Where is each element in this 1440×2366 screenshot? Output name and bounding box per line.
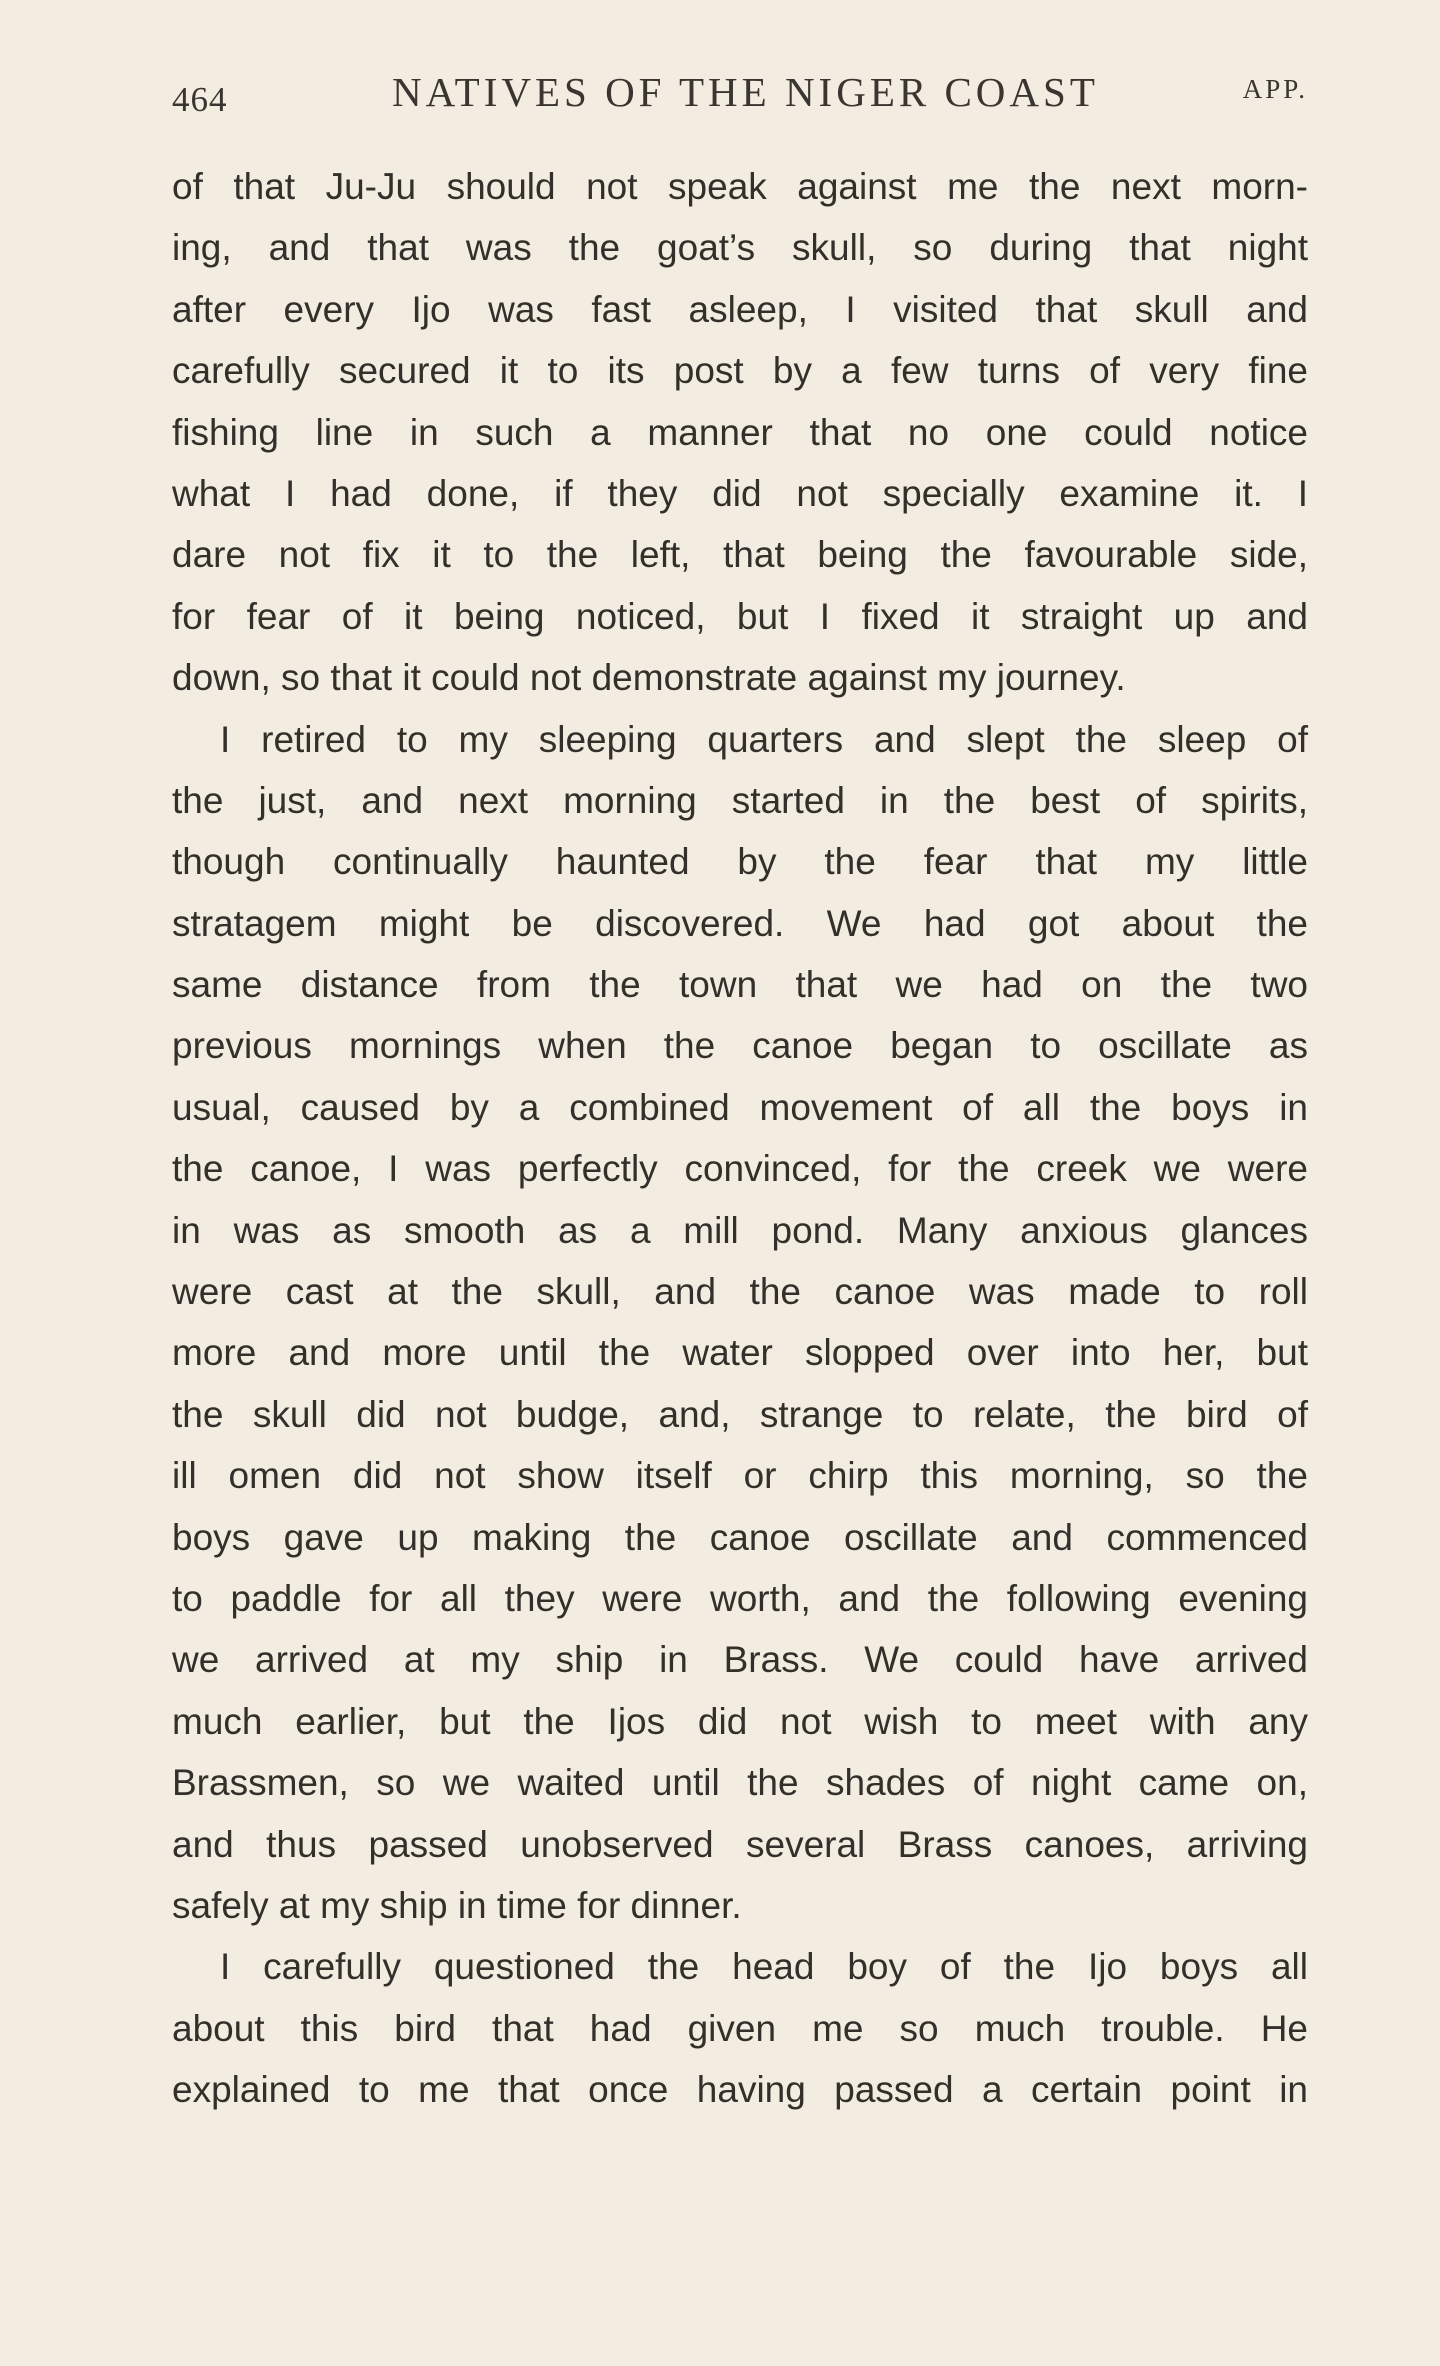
text-line: carefully secured it to its post by a few turns of very fine bbox=[172, 350, 1308, 392]
text-line: more and more until the water slopped over into her, but bbox=[172, 1332, 1308, 1374]
text-line: and thus passed unobserved several Brass canoes, arriving bbox=[172, 1823, 1308, 1865]
text-line: usual, caused by a combined movement of all the boys in bbox=[172, 1086, 1308, 1128]
text-line: though continually haunted by the fear that my little bbox=[172, 841, 1308, 883]
text-line: much earlier, but the Ijos did not wish to meet with any bbox=[172, 1700, 1308, 1742]
text-line: in was as smooth as a mill pond. Many anxious glances bbox=[172, 1209, 1308, 1251]
running-title: NATIVES OF THE NIGER COAST bbox=[392, 69, 1099, 115]
text-line: Brassmen, so we waited until the shades of night came on, bbox=[172, 1762, 1308, 1804]
text-line: were cast at the skull, and the canoe was made to roll bbox=[172, 1271, 1308, 1313]
text-line: ill omen did not show itself or chirp this morning, so the bbox=[172, 1455, 1308, 1497]
text-line: about this bird that had given me so much trouble. He bbox=[172, 2007, 1308, 2049]
text-line: explained to me that once having passed a certain point in bbox=[172, 2069, 1308, 2111]
text-line: down, so that it could not demonstrate against my journey. bbox=[172, 657, 1126, 699]
paragraph-start-line: I retired to my sleeping quarters and slept the sleep of bbox=[220, 718, 1308, 760]
page-number: 464 bbox=[172, 80, 228, 119]
section-tag: APP. bbox=[1242, 74, 1308, 104]
text-line: the just, and next morning started in the best of spirits, bbox=[172, 779, 1308, 821]
text-line: fishing line in such a manner that no one could notice bbox=[172, 411, 1308, 453]
text-line: we arrived at my ship in Brass. We could have arrived bbox=[172, 1639, 1308, 1681]
text-line: previous mornings when the canoe began to oscillate as bbox=[172, 1025, 1308, 1067]
body-text bbox=[172, 156, 1308, 2121]
paragraph-start-line: I carefully questioned the head boy of the Ijo boys all bbox=[220, 1946, 1308, 1988]
text-line: safely at my ship in time for dinner. bbox=[172, 1884, 742, 1926]
text-line: same distance from the town that we had on the two bbox=[172, 964, 1308, 1006]
text-line: for fear of it being noticed, but I fixed it straight up and bbox=[172, 595, 1308, 637]
text-line: the skull did not budge, and, strange to relate, the bird of bbox=[172, 1393, 1308, 1435]
text-line: the canoe, I was perfectly convinced, for the creek we were bbox=[172, 1148, 1308, 1190]
text-line: dare not fix it to the left, that being the favourable side, bbox=[172, 534, 1308, 576]
text-line: ing, and that was the goat’s skull, so during that night bbox=[172, 227, 1308, 269]
text-line: of that Ju-Ju should not speak against me the next morn- bbox=[172, 166, 1308, 207]
text-line: to paddle for all they were worth, and the following evening bbox=[172, 1577, 1308, 1619]
text-line: boys gave up making the canoe oscillate and commenced bbox=[172, 1516, 1308, 1558]
running-head bbox=[172, 68, 1308, 128]
text-line: after every Ijo was fast asleep, I visited that skull and bbox=[172, 288, 1308, 330]
text-line: stratagem might be discovered. We had got about the bbox=[172, 902, 1308, 944]
text-line: what I had done, if they did not specially examine it. I bbox=[172, 472, 1308, 514]
